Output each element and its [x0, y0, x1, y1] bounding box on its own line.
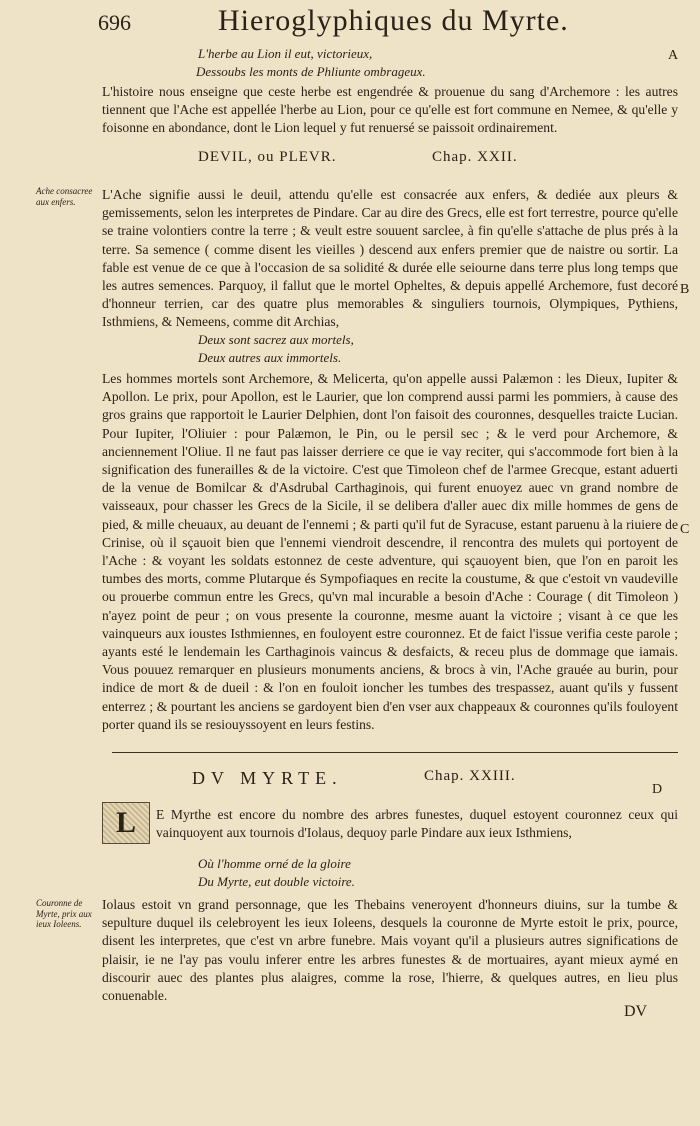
- chapter-xxii-paragraph-1: L'Ache signifie aussi le deuil, attendu qu'elle est consacrée aux enfers, & dediée aux pleurs & gemissements, selon les interpretes de Pindare. Car au dire des Grecs, elle est fort terrestre, pource qu'elle se traine volontiers contre la terre ; & veult estre souuent sarclee, à fin qu'elle s'attache de plus prés à la terre. Sa semence ( comme disent les vieilles ) descend aux enfers premier que de naistre ou sortir. La fable est venue de ce que à l'occasion de sa solidité & durée elle seiourne dans terre plus long temps que les autres semences. Parquoy, il fallut que le mortel Opheltes, & depuis appellé Archemore, fust decoré d'honneur terrien, car des quatre plus memorables & singuliers tournois, Olympiques, Pythiens, Isthmiens, & Nemeens, comme dit Archias,: [102, 187, 678, 330]
- intro-verse: L'herbe au Lion il eut, victorieux,: [198, 46, 373, 61]
- margin-marker-c: C: [680, 522, 690, 537]
- intro-verse: Dessoubs les monts de Phliunte ombrageux.: [196, 64, 426, 79]
- chapter-xxii-paragraph-2: Les hommes mortels sont Archemore, & Melicerta, qu'on appelle aussi Palæmon : les Dieux, Iupiter & Apollon. Le prix, pour Apollon, est le Laurier, que lon comprend aussi parmi les pommiers, à cause des gros grains que rapportoit le Laurier Delphien, dont l'on faisoit des couronnes, desquelles traicte Lucian. Pour Iupiter, l'Oliuier : pour Palæmon, le Pin, ou le persil sec ; & le verd pour Archemore, & anciennement l'Oliue. Il ne faut pas laisser derriere ce que ie vay reciter, qui s'accommode fort bien à la signification des funerailles & de la victoire. C'est que Timoleon chef de l'armee Grecque, estant aduerti de la venue de Bomilcar & d'Asdrubal Carthaginois, qui furent enuoyez auec vn grand nombre de vaisseaux, pour chasser les Grecs de la Sicile, il se delibera d'aller auec dix mille hommes de gens de pied, & mille cheuaux, au deuant de l'ennemi ; & parti qu'il fut de Syracuse, estant paruenu à la riuiere de Crinise, où il sçauoit bien que l'ennemi viendroit descendre, il rencontra des mulets qui portoyent de l'Ache : & voyant les soldats estonnez de ceste adventure, qui sçauoyent bien, que l'on en paroit les tumbes des morts, comme Plutarque és Sympofiaques en recite la coustume, & que c'estoit vn vaudeville ou prouerbe commun entre les Grecs, qu'vn mal incurable a besoin d'Ache : Courage ( dit Timoleon ) n'ayez point de peur ; on vous presente la couronne, mesme auant la victoire ; visant à ce que les vainqueurs aux ioustes Isthmiennes, en fouloyent estre couronnez. Et de faict l'issue verifia ceste parole ; ayants esté le lendemain les Carthaginois vaincus & desfaicts, & receu plus de dommage que iamais. Vous pouuez remarquer en plusieurs monuments anciens, & brocs à vin, l'Ache grauée au burin, pour indice de mort & de dueil : & l'on en fouloit ioncher les tumbes des trespassez, auant qu'ils y fussent enterrez ; & pourtant les anciens se gardoyent bien d'en vser aux chappeaux & couronnes qu'ils fouloyent porter quand ils se resiouyssoyent en leurs festins.: [102, 371, 678, 732]
- catchword: DV: [624, 1003, 648, 1020]
- verse-line: Deux autres aux immortels.: [198, 350, 342, 365]
- margin-marker-a: A: [668, 48, 679, 63]
- chapter-xxiii-intro: E Myrthe est encore du nombre des arbres funestes, duquel estoyent couronnez ceux qui vainquoyent aux tournois d'Iolaus, dequoy parle Pindare aux ieux Isthmiens,: [156, 807, 678, 841]
- chapter-xxiii-title: DV MYRTE.: [192, 768, 343, 788]
- chapter-xxiii-paragraph: Iolaus estoit vn grand personnage, que les Thebains veneroyent d'honneurs diuins, sur la tumbe & sepulture duquel ils celebroyent les ieux Ioleens, desquels la couronne de Myrte estoit le prix, pource, disent les interpretes, que c'est vn arbre funebre. Mais voyant qu'il a plusieurs autres significations de plaisir, ie ne l'ay pas voulu inferer entre les arbres funestes & de mortuaires, ayant mieux aymé en discourir auec des plantes plus alaigres, comme la rose, l'hierre, & quelques autres, en lieu plus conuenable.: [102, 897, 678, 1004]
- section-rule: [112, 752, 678, 753]
- verse-line: Du Myrte, eut double victoire.: [198, 874, 355, 889]
- verse-line: Où l'homme orné de la gloire: [198, 856, 351, 871]
- margin-marker-d: D: [652, 782, 663, 797]
- intro-paragraph: L'histoire nous enseigne que ceste herbe est engendrée & prouenue du sang d'Archemore : les autres tiennent que l'Ache est appellée l'herbe au Lion, pour ce qu'elle est fort commune en Nemee, & qu'elle y foisonne en abondance, dont le Lion lequel y fut renuersé se paissoit ordinairement.: [102, 84, 678, 136]
- running-title: Hieroglyphiques du Myrte.: [218, 4, 569, 37]
- chapter-xxii-title: DEVIL, ou PLEVR.: [198, 149, 337, 165]
- verse-line: Deux sont sacrez aux mortels,: [198, 332, 354, 347]
- chapter-xxiii-number: Chap. XXIII.: [424, 768, 516, 784]
- margin-note: Ache consacree aux enfers.: [36, 186, 93, 207]
- margin-note: Couronne de Myrte, prix aux ieux Ioleens.: [36, 898, 92, 929]
- chapter-xxii-number: Chap. XXII.: [432, 149, 518, 165]
- ornamental-dropcap: L: [102, 802, 150, 844]
- page-number: 696: [98, 10, 131, 35]
- margin-marker-b: B: [680, 282, 690, 297]
